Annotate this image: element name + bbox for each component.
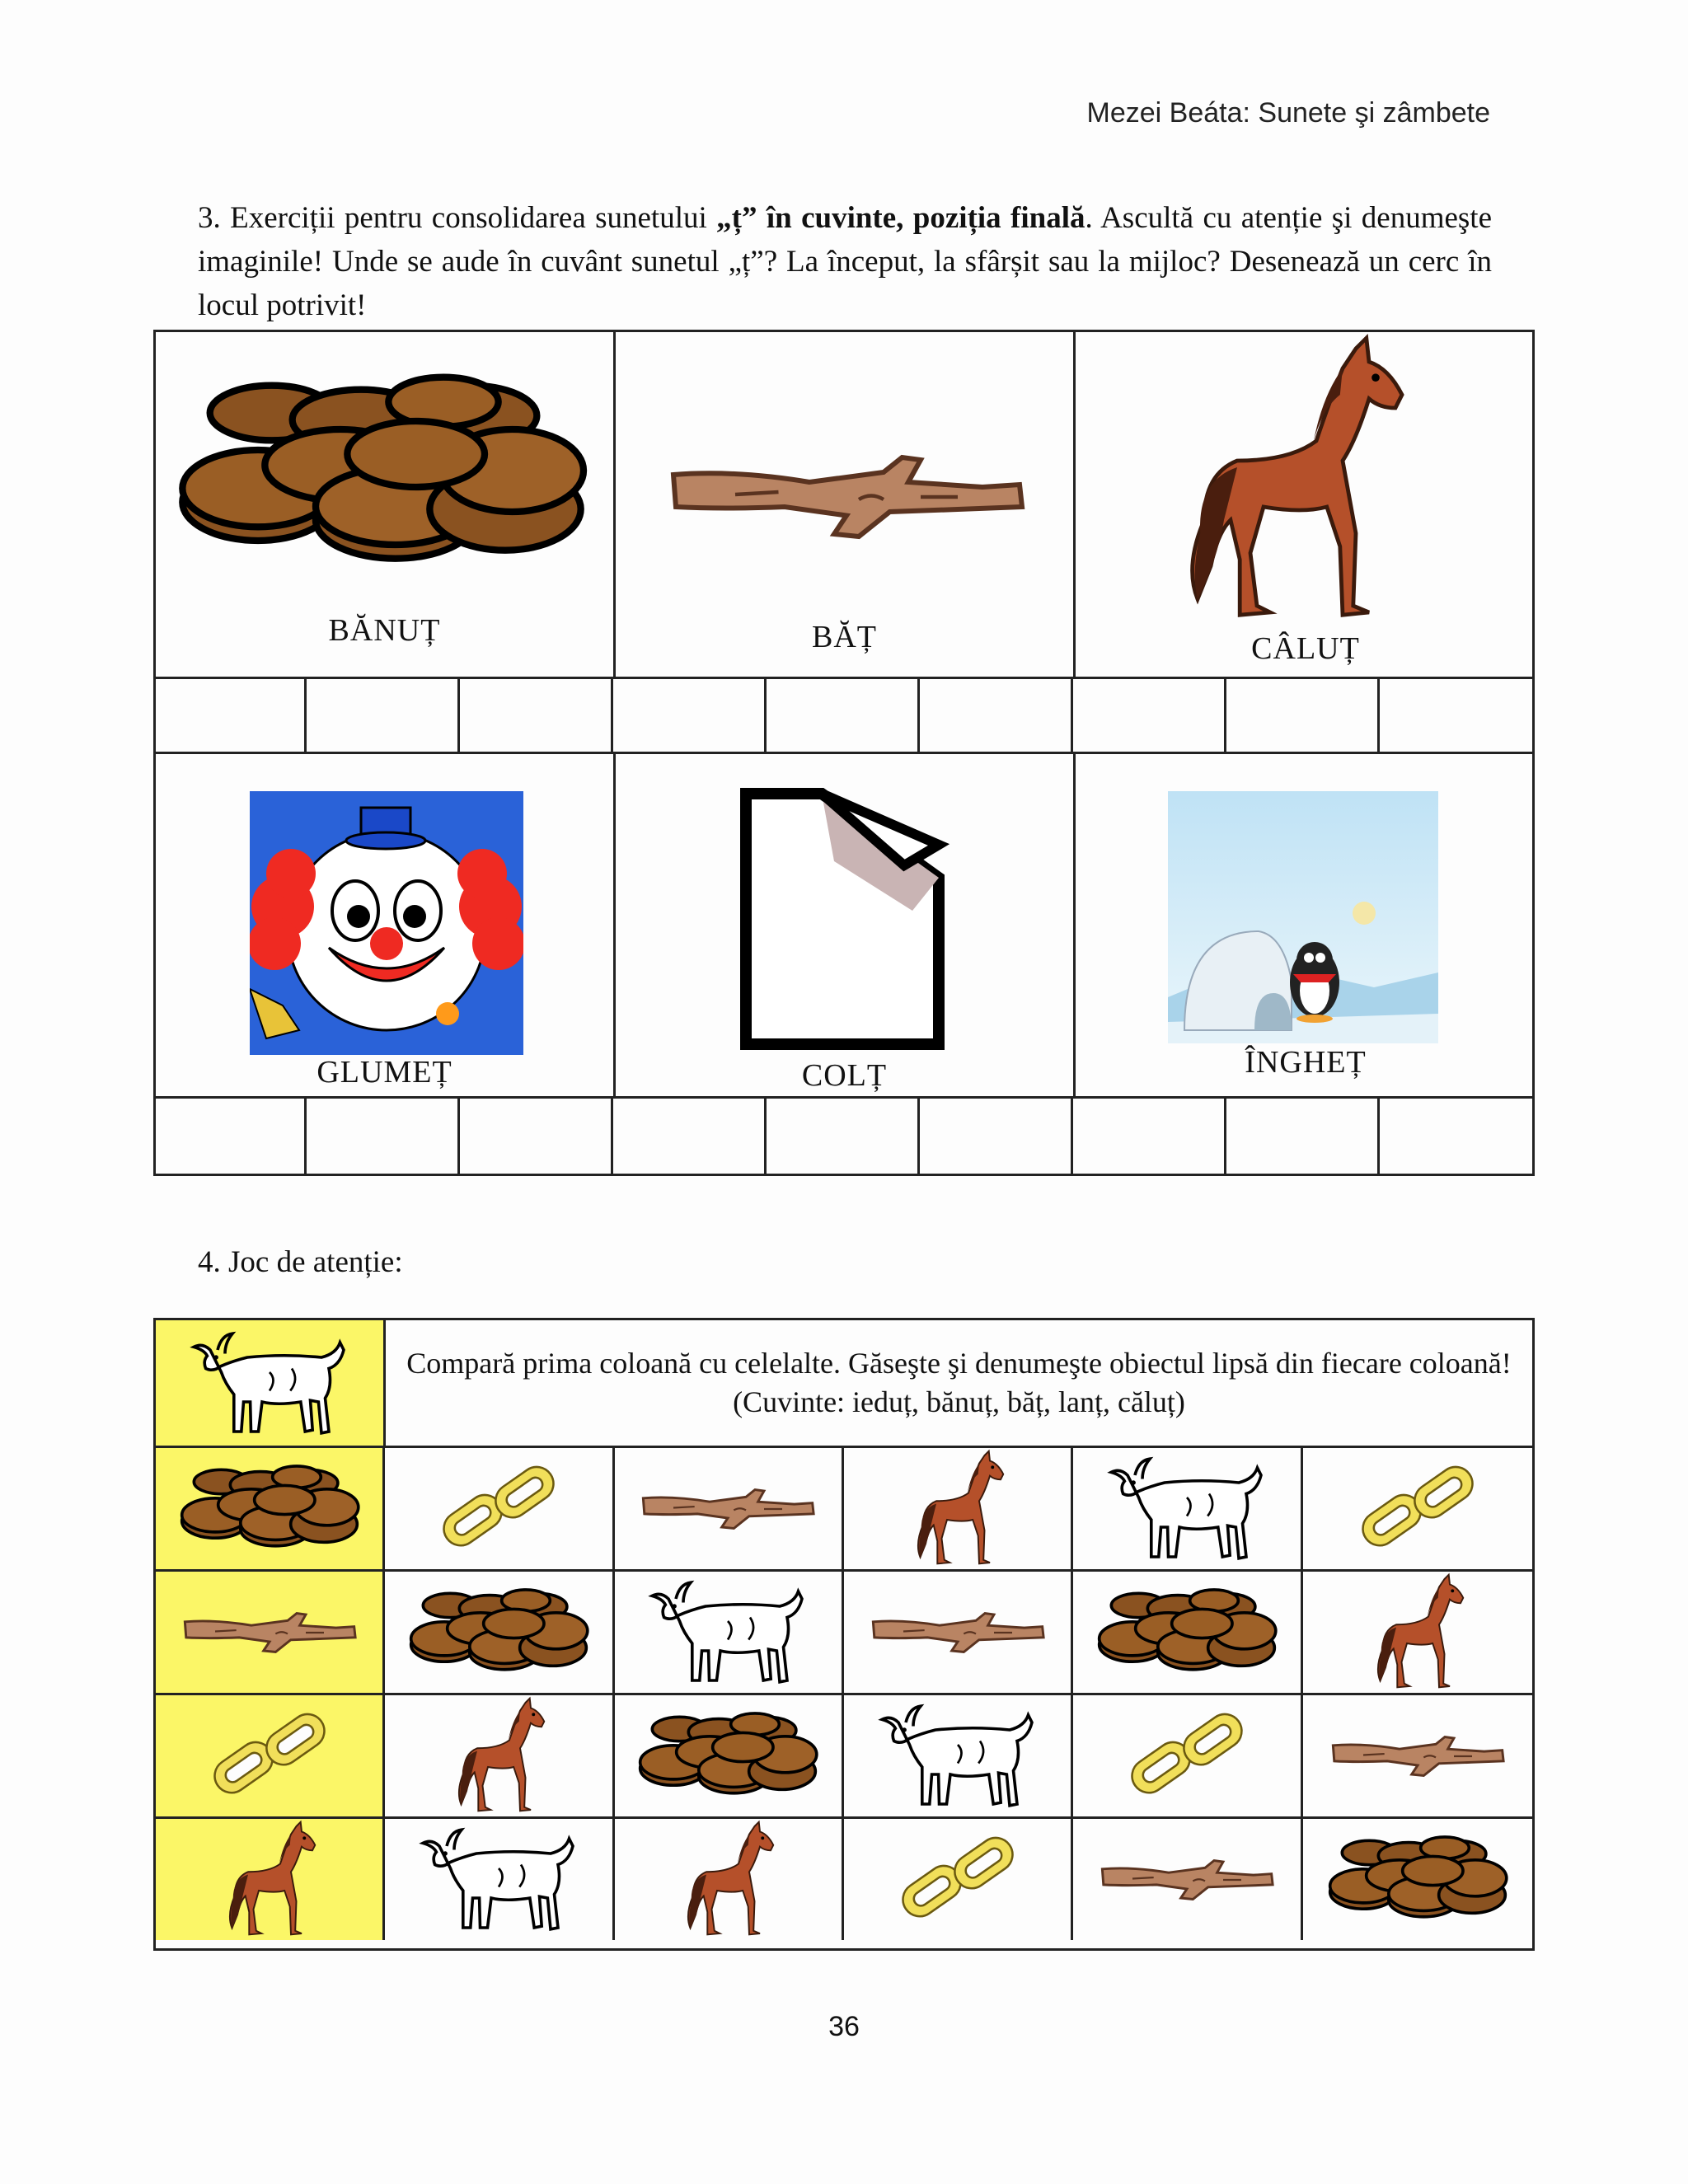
stick-icon — [1327, 1723, 1508, 1789]
chain-icon — [199, 1707, 340, 1806]
coins-icon — [179, 1464, 360, 1554]
answer-box[interactable] — [153, 679, 307, 752]
label-calut: CÂLUȚ — [1251, 631, 1360, 666]
label-colt: COLȚ — [801, 1058, 888, 1093]
first-column-cell — [156, 1819, 385, 1940]
horse-icon — [1158, 332, 1422, 629]
table-cell[interactable] — [615, 1448, 844, 1569]
answer-box[interactable] — [1073, 1099, 1226, 1176]
horse-icon — [445, 1694, 552, 1818]
answer-boxes-row-2 — [153, 1096, 1535, 1176]
horse-icon — [1364, 1571, 1471, 1694]
label-banut: BĂNUȚ — [328, 613, 441, 648]
table-cell[interactable] — [1073, 1695, 1302, 1816]
answer-box[interactable] — [1226, 679, 1380, 752]
coins-icon — [637, 1711, 818, 1802]
answer-box[interactable] — [307, 1099, 460, 1176]
answer-box[interactable] — [613, 1099, 767, 1176]
answer-box[interactable] — [1380, 1099, 1533, 1176]
chain-icon — [1348, 1460, 1488, 1558]
chain-icon — [1117, 1707, 1257, 1806]
answer-box[interactable] — [1226, 1099, 1380, 1176]
table-cell[interactable] — [615, 1695, 844, 1816]
card-colt — [616, 754, 1076, 1096]
goat-icon — [645, 1577, 810, 1688]
answer-box[interactable] — [767, 679, 920, 752]
coins-icon — [1327, 1835, 1508, 1925]
table-cell[interactable] — [1303, 1819, 1532, 1940]
goat-icon — [1104, 1453, 1269, 1564]
table-cell[interactable] — [615, 1572, 844, 1693]
page-header: Mezei Beáta: Sunete şi zâmbete — [1086, 97, 1490, 129]
stick-icon — [637, 1476, 818, 1542]
answer-box[interactable] — [460, 679, 613, 752]
card-glumet — [156, 754, 616, 1096]
goat-icon — [416, 1824, 581, 1935]
table-cell[interactable] — [844, 1572, 1073, 1693]
stick-icon — [1096, 1847, 1278, 1913]
table-row — [156, 1695, 1532, 1816]
table-cell[interactable] — [844, 1819, 1073, 1940]
page-number: 36 — [828, 2011, 860, 2042]
answer-boxes-row-1 — [153, 677, 1535, 754]
answer-box[interactable] — [920, 679, 1073, 752]
card-banut — [156, 332, 616, 677]
table-cell[interactable] — [385, 1448, 614, 1569]
table-row-header — [156, 1320, 1532, 1446]
answer-box[interactable] — [1380, 679, 1533, 752]
answer-box[interactable] — [613, 679, 767, 752]
table-row — [156, 1448, 1532, 1569]
instruction-text: Compară prima coloană cu celelalte. Găseşte şi denumeşte obiectul lipsă din fiecare coloană! (Cuvinte: ieduț, bănuț, băț, lanț, căluț) — [406, 1347, 1512, 1418]
exercise-3-text-bold: „ț” în cuvinte, poziția finală — [716, 201, 1085, 235]
goat-icon — [187, 1328, 352, 1439]
stick-icon — [179, 1600, 360, 1666]
exercise-3-text-a: Exerciții pentru consolidarea sunetului — [230, 201, 707, 235]
label-glumet: GLUMEȚ — [316, 1055, 452, 1090]
exercise-3-text-b: . Ascultă cu atenție şi denumeşte imaginile! Unde se aude în cuvânt sunetul „ț”? La început, la sfârșit sau la mijloc? Desenează un cerc în locul potrivit! — [198, 201, 1493, 322]
card-inghet — [1076, 754, 1536, 1096]
first-column-cell — [156, 1695, 385, 1816]
answer-box[interactable] — [920, 1099, 1073, 1176]
table-cell[interactable] — [615, 1819, 844, 1940]
table-cell[interactable] — [1073, 1572, 1302, 1693]
goat-icon — [875, 1700, 1040, 1811]
table-cell[interactable] — [844, 1695, 1073, 1816]
table-cell[interactable] — [844, 1448, 1073, 1569]
penguin-igloo-icon — [1168, 791, 1438, 1043]
clown-icon — [250, 791, 523, 1055]
table-cell[interactable] — [1303, 1695, 1532, 1816]
card-calut — [1076, 332, 1536, 677]
label-bat: BĂȚ — [812, 620, 877, 654]
horse-icon — [674, 1818, 781, 1942]
exercise-3-grid — [153, 330, 1535, 1176]
table-cell[interactable] — [1303, 1448, 1532, 1569]
table-cell[interactable] — [385, 1572, 614, 1693]
stick-icon — [657, 448, 1036, 546]
coins-icon — [408, 1587, 589, 1678]
table-cell[interactable] — [1073, 1819, 1302, 1940]
table-cell[interactable] — [385, 1819, 614, 1940]
table-cell[interactable] — [385, 1695, 614, 1816]
coins-icon — [167, 372, 596, 578]
exercise-3-number: 3. — [198, 201, 221, 235]
table-row — [156, 1819, 1532, 1940]
label-inghet: ÎNGHEȚ — [1245, 1045, 1367, 1080]
stick-icon — [867, 1600, 1048, 1666]
chain-icon — [429, 1460, 569, 1558]
horse-icon — [216, 1818, 323, 1942]
horse-icon — [904, 1447, 1011, 1571]
exercise-4-title: 4. Joc de atenție: — [198, 1245, 403, 1279]
table-cell[interactable] — [1303, 1572, 1532, 1693]
first-column-cell — [156, 1320, 386, 1446]
chain-icon — [888, 1830, 1028, 1929]
answer-box[interactable] — [767, 1099, 920, 1176]
exercise-3-text — [198, 196, 1492, 327]
page-corner-icon — [739, 787, 954, 1051]
answer-box[interactable] — [307, 679, 460, 752]
attention-game-table — [153, 1318, 1535, 1951]
card-bat — [616, 332, 1076, 677]
table-row — [156, 1572, 1532, 1693]
answer-box[interactable] — [153, 1099, 307, 1176]
table-cell[interactable] — [1073, 1448, 1302, 1569]
answer-box[interactable] — [1073, 679, 1226, 752]
answer-box[interactable] — [460, 1099, 613, 1176]
first-column-cell — [156, 1448, 385, 1569]
coins-icon — [1096, 1587, 1278, 1678]
first-column-cell — [156, 1572, 385, 1693]
